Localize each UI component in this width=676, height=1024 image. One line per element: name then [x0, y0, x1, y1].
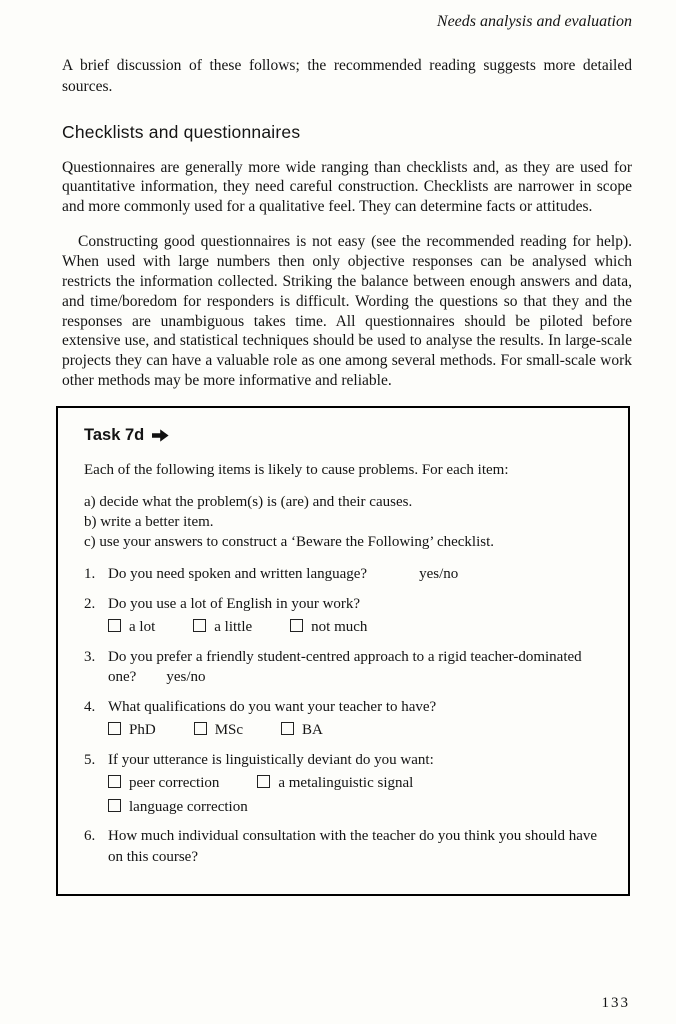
task-title-row — [84, 424, 602, 446]
option-label: a little — [214, 619, 253, 636]
intro-paragraph: A brief discussion of these follows; the recommended reading suggests more detailed sources. — [62, 57, 632, 95]
question-body — [108, 594, 602, 638]
question-body — [108, 826, 602, 867]
question-list — [84, 564, 602, 867]
question-2 — [84, 594, 602, 638]
task-instructions — [84, 492, 602, 552]
question-number: 2. — [84, 595, 96, 612]
question-number: 5. — [84, 751, 96, 768]
options-row — [108, 773, 602, 794]
question-text: What qualifications do you want your teacher to have? — [108, 698, 437, 715]
section-heading: Checklists and questionnaires — [62, 122, 301, 142]
option-label: a metalinguistic signal — [278, 775, 414, 792]
checkbox-icon — [108, 722, 121, 735]
checkbox-icon — [108, 799, 121, 812]
checkbox-icon — [194, 722, 207, 735]
block-right-arrow-icon — [152, 429, 169, 442]
question-body — [108, 647, 602, 688]
instruction-c: c) use your answers to construct a ‘Beware the Following’ checklist. — [84, 534, 495, 551]
running-header: Needs analysis and evaluation — [436, 13, 632, 30]
checkbox-option — [108, 720, 156, 741]
task-intro: Each of the following items is likely to cause problems. For each item: — [84, 462, 509, 479]
checkbox-option — [281, 720, 323, 741]
checkbox-option — [108, 797, 248, 818]
options-row — [108, 720, 602, 741]
option-label: PhD — [129, 722, 156, 739]
option-label: peer correction — [129, 775, 220, 792]
body-paragraph-1: Questionnaires are generally more wide ranging than checklists and, as they are used for quantitative information, they need careful construction. Checklists are narrower in scope and more commonly used for a qualitative feel. They can determine facts or attitudes. — [62, 158, 632, 216]
checkbox-icon — [193, 619, 206, 632]
options-row — [108, 617, 602, 638]
question-number: 1. — [84, 566, 96, 583]
option-label: BA — [302, 722, 323, 739]
checkbox-option — [257, 773, 413, 794]
checkbox-option — [108, 617, 155, 638]
option-label: language correction — [129, 798, 248, 815]
checkbox-icon — [108, 619, 121, 632]
question-number: 4. — [84, 698, 96, 715]
question-body — [108, 750, 602, 818]
checkbox-option — [193, 617, 252, 638]
question-number: 3. — [84, 648, 96, 665]
option-label: not much — [311, 619, 368, 636]
checkbox-icon — [257, 775, 270, 788]
checkbox-icon — [108, 775, 121, 788]
option-label: MSc — [214, 722, 244, 739]
question-3 — [84, 647, 602, 688]
question-text: If your utterance is linguistically deviant do you want: — [108, 751, 434, 768]
question-body — [108, 564, 602, 585]
page-number: 133 — [601, 995, 630, 1011]
checkbox-icon — [281, 722, 294, 735]
question-5 — [84, 750, 602, 818]
task-box — [56, 406, 630, 896]
checkbox-option — [108, 773, 219, 794]
question-6 — [84, 826, 602, 867]
body-paragraph-2: Constructing good questionnaires is not easy (see the recommended reading for help). When used with large numbers then only objective responses can be analysed which restricts the information collected. Striking the balance between enough answers and data, and time/boredom for responders is difficult. Wording the questions so that they and the responses are unambiguous takes time. All questionnaires should be piloted before extensive use, and statistical techniques should be used to analyse the results. In large-scale projects they can have a valuable role as one among several methods. For small-scale work other methods may be more informative and reliable. — [62, 233, 632, 389]
checkbox-option — [194, 720, 243, 741]
question-4 — [84, 697, 602, 741]
question-body — [108, 697, 602, 741]
question-number: 6. — [84, 828, 96, 845]
yes-no-choice: yes/no — [166, 669, 206, 686]
question-text: Do you prefer a friendly student-centred approach to a rigid teacher-dominated one? — [108, 648, 582, 686]
yes-no-choice: yes/no — [419, 566, 459, 583]
question-text: Do you need spoken and written language? — [108, 566, 368, 583]
question-text: Do you use a lot of English in your work? — [108, 595, 361, 612]
task-title: Task 7d — [84, 426, 145, 445]
option-label: a lot — [129, 619, 156, 636]
question-1 — [84, 564, 602, 585]
question-text: How much individual consultation with the teacher do you think you should have on this course? — [108, 828, 598, 865]
instruction-a: a) decide what the problem(s) is (are) and their causes. — [84, 494, 413, 511]
instruction-b: b) write a better item. — [84, 514, 214, 531]
checkbox-icon — [290, 619, 303, 632]
checkbox-option — [290, 617, 367, 638]
options-row — [108, 797, 602, 818]
